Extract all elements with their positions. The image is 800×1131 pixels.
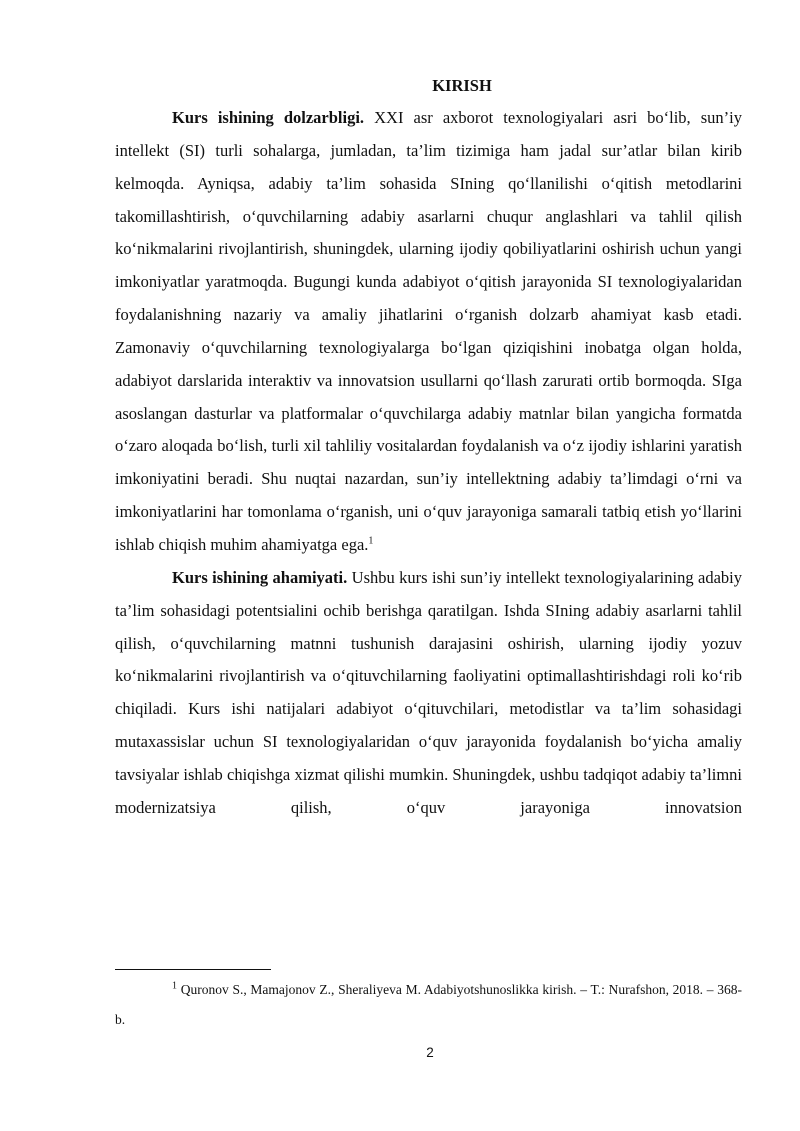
- paragraph-label: Kurs ishining ahamiyati.: [172, 567, 348, 587]
- body-text: [115, 102, 742, 825]
- footnote-text: Quronov S., Mamajonov Z., Sheraliyeva M. Adabiyotshunoslikka kirish. – T.: Nurafshon, 2018. – 368-b.: [115, 982, 742, 1027]
- paragraph-relevance: [115, 102, 742, 562]
- footnote-separator: [115, 969, 271, 970]
- footnote: [115, 975, 742, 1035]
- paragraph-label: Kurs ishining dolzarbligi.: [172, 108, 365, 127]
- section-heading: KIRISH: [432, 76, 492, 95]
- footnote-marker: 1: [172, 980, 177, 992]
- paragraph-text: Ushbu kurs ishi sun’iy intellekt texnologiyalarining adabiy ta’lim sohasidagi potentsialini ochib berishga qaratilgan. Ishda SIning adabiy asarlarni tahlil qilish, o‘quvchilarning matnni tushunish darajasini oshirish, ularning ijodiy yozuv ko‘nikmalarini rivojlantirish va o‘qituvchilarning faoliyatini optimallashtirishdagi roli ko‘rib chiqiladi. Kurs ishi natijalari adabiyot o‘qituvchilari, metodistlar va ta’lim sohasidagi mutaxassislar uchun SI texnologiyalaridan o‘quv jarayonida foydalanish bo‘yicha amaliy tavsiyalar ishlab chiqishga xizmat qilishi mumkin. Shuningdek, ushbu tadqiqot adabiy ta’limni modernizatsiya qilish, o‘quv jarayoniga innovatsion: [115, 567, 742, 817]
- paragraph-text: XXI asr axborot texnologiyalari asri bo‘lib, sun’iy intellekt (SI) turli sohalarga, jumladan, ta’lim tizimiga ham jadal sur’atlar bilan kirib kelmoqda. Ayniqsa, adabiy ta’lim sohasida SIning qo‘llanilishi o‘qitish metodlarini takomillashtirish, o‘quvchilarning adabiy asarlarni chuqur anglashlari va tahlil qilish ko‘nikmalarini rivojlantirish, shuningdek, ularning ijodiy qobiliyatlarini oshirish uchun yangi imkoniyatlar yaratmoqda. Bugungi kunda adabiyot o‘qitish jarayonida SI texnologiyalaridan foydalanishning nazariy va amaliy jihatlarini o‘rganish dolzarb ahamiyat kasb etadi. Zamonaviy o‘quvchilarning texnologiyalarga bo‘lgan qiziqishini inobatga olgan holda, adabiyot darslarida interaktiv va innovatsion usullarni qo‘llash zarurati ortib bormoqda. SIga asoslangan dasturlar va platformalar o‘quvchilarga adabiy matnlar bilan yangicha formatda o‘zaro aloqada bo‘lish, turli xil tahliliy vositalardan foydalanish va o‘z ijodiy ishlarini yaratish imkoniyatini beradi. Shu nuqtai nazardan, sun’iy intellektning adabiy ta’limdagi o‘rni va imkoniyatlarini har tomonlama o‘rganish, uni o‘quv jarayoniga samarali tatbiq etish yo‘llarini ishlab chiqish muhim ahamiyatga ega.: [115, 108, 743, 554]
- paragraph-significance: [115, 562, 742, 825]
- page-number: 2: [426, 1045, 434, 1060]
- footnote-reference[interactable]: 1: [368, 535, 374, 547]
